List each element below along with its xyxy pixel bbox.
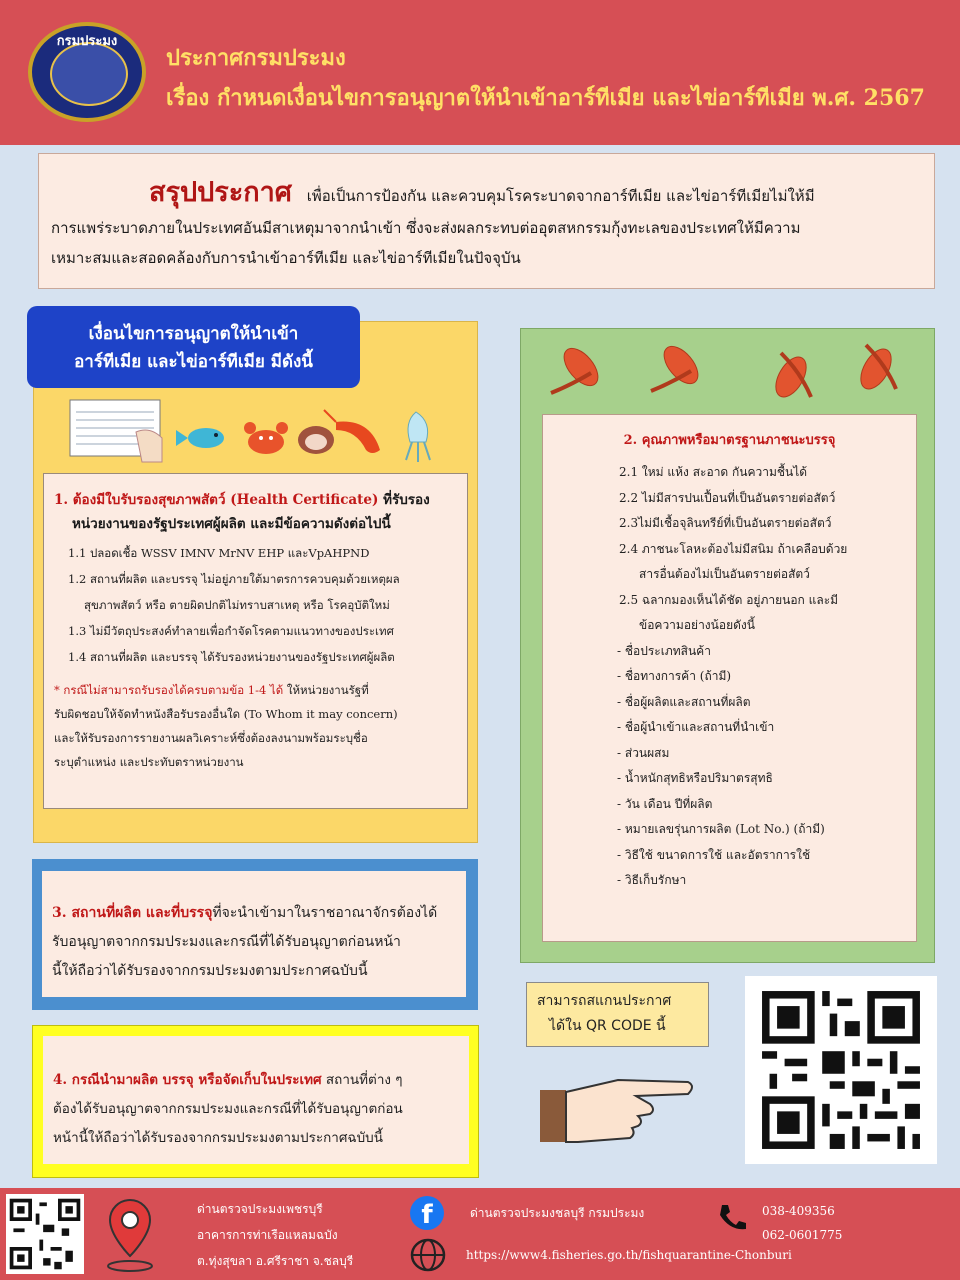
conditions-title-line-1: เงื่อนไขการอนุญาตให้นำเข้า [88, 324, 299, 344]
packaging-item-1: 2.1 ใหม่ แห้ง สะอาด กันความชื้นได้ [619, 465, 808, 479]
website-link[interactable]: https://www4.fisheries.go.th/fishquarantine-Chonburi [466, 1248, 792, 1262]
summary-box [38, 153, 935, 289]
health-certificate-heading-2: หน่วยงานของรัฐประเทศผู้ผลิต และมีข้อความดังต่อไปนี้ [72, 516, 391, 532]
scan-line-2: ได้ใน QR CODE นี้ [549, 1018, 666, 1034]
packaging-item-5: 2.5 ฉลากมองเห็นได้ชัด อยู่ภายนอก และมี [619, 592, 839, 607]
domestic-line-2: ต้องได้รับอนุญาตจากกรมประมงและกรณีที่ได้รับอนุญาตก่อน [53, 1101, 403, 1117]
premises-line-3: นี้ให้ถือว่าได้รับรองจากกรมประมงตามประกาศฉบับนี้ [52, 963, 368, 979]
announcement-subject: เรื่อง กำหนดเงื่อนไขการอนุญาตให้นำเข้าอาร์ทีเมีย และไข่อาร์ทีเมีย พ.ศ. 2567 [166, 85, 925, 111]
phone-number-2[interactable]: 062-0601775 [762, 1228, 843, 1242]
domestic-storage-box [32, 1025, 479, 1178]
condition-item-1: 1.1 ปลอดเชื้อ WSSV IMNV MrNV EHP และVpAHPND [68, 546, 370, 560]
artemia-icon-2 [651, 340, 704, 391]
premises-line-1: 3. สถานที่ผลิต และที่บรรจุที่จะนำเข้ามาในราชอาณาจักรต้องได้ [52, 905, 438, 921]
packaging-item-2: 2.2 ไม่มีสารปนเปื้อนที่เป็นอันตรายต่อสัตว์ [619, 490, 836, 505]
conditions-title-line-2: อาร์ทีเมีย และไข่อาร์ทีเมีย มีดังนี้ [74, 352, 313, 372]
packaging-box [542, 414, 917, 942]
globe-icon [410, 1238, 446, 1272]
qr-code-footer-image [6, 1194, 84, 1274]
condition-note-4: ระบุตำแหน่ง และประทับตราหน่วยงาน [54, 755, 244, 769]
artemia-illustration [521, 329, 934, 419]
document-hand-icon [70, 400, 162, 462]
label-item: - หมายเลขรุ่นการผลิต (Lot No.) (ถ้ามี) [617, 822, 825, 836]
logo-text: กรมประมง [56, 34, 118, 49]
domestic-line-1: 4. กรณีนำมาผลิต บรรจุ หรือจัดเก็บในประเทศ สถานที่ต่าง ๆ [53, 1072, 403, 1088]
shell-icon [298, 426, 334, 454]
qr-code-footer[interactable] [6, 1194, 84, 1274]
packaging-item-4: 2.4 ภาชนะโลหะต้องไม่มีสนิม ถ้าเคลือบด้วย [619, 541, 848, 556]
qr-code-main[interactable] [745, 976, 937, 1164]
department-logo [28, 22, 146, 122]
summary-text-1: เพื่อเป็นการป้องกัน และควบคุมโรคระบาดจากอาร์ทีเมีย และไข่อาร์ทีเมียไม่ให้มี [306, 187, 815, 205]
domestic-line-3: หน้านี้ให้ถือว่าได้รับรองจากกรมประมงตามประกาศฉบับนี้ [53, 1130, 383, 1146]
packaging-item-5-cont: ข้อความอย่างน้อยดังนี้ [639, 618, 755, 632]
office-address: ต.ทุ่งสุขลา อ.ศรีราชา จ.ชลบุรี [197, 1254, 354, 1268]
label-item: - วิธีเก็บรักษา [617, 873, 687, 887]
health-certificate-box [43, 473, 468, 809]
artemia-icon-4 [855, 344, 898, 394]
summary-text-2: การแพร่ระบาดภายในประเทศอันมีสาเหตุมาจากนำเข้า ซึ่งจะส่งผลกระทบต่ออุตสหกรรมกุ้งทะเลของประเทศให้มีความ [51, 219, 801, 237]
announcement-heading: ประกาศกรมประมง [166, 45, 346, 71]
label-item: - วิธีใช้ ขนาดการใช้ และอัตราการใช้ [617, 847, 811, 862]
condition-note: * กรณีไม่สามารถรับรองได้ครบตามข้อ 1-4 ได้ ให้หน่วยงานรัฐที่ [54, 683, 369, 697]
condition-item-2: 1.2 สถานที่ผลิต และบรรจุ ไม่อยู่ภายใต้มาตรการควบคุมด้วยเหตุผล [68, 572, 400, 586]
condition-item-2-cont: สุขภาพสัตว์ หรือ ตายผิดปกติไม่ทราบสาเหตุ หรือ โรคอุบัติใหม่ [84, 598, 390, 612]
condition-note-3: และให้รับรองการรายงานผลวิเคราะห์ซึ่งต้องลงนามพร้อมระบุชื่อ [54, 731, 368, 745]
phone-number-1[interactable]: 038-409356 [762, 1204, 835, 1218]
label-item: - น้ำหนักสุทธิหรือปริมาตรสุทธิ [617, 771, 773, 785]
packaging-item-4-cont: สารอื่นต้องไม่เป็นอันตรายต่อสัตว์ [639, 567, 810, 581]
label-item: - ชื่อทางการค้า (ถ้ามี) [617, 669, 732, 683]
scan-instruction [526, 982, 709, 1047]
location-pin-icon [104, 1196, 156, 1274]
facebook-page-link[interactable]: ด่านตรวจประมงชลบุรี กรมประมง [470, 1206, 645, 1220]
label-item: - ชื่อผู้ผลิตและสถานที่ผลิต [617, 694, 751, 709]
crab-icon [244, 422, 288, 454]
condition-item-4: 1.4 สถานที่ผลิต และบรรจุ ได้รับรองหน่วยงานของรัฐประเทศผู้ผลิต [68, 650, 395, 664]
office-name: ด่านตรวจประมงเพชรบุรี [197, 1202, 323, 1216]
packaging-title: 2. คุณภาพหรือมาตรฐานภาชนะบรรจุ [623, 433, 836, 448]
summary-text-3: เหมาะสมและสอดคล้องกับการนำเข้าอาร์ทีเมีย และไข่อาร์ทีเมียในปัจจุบัน [51, 249, 521, 267]
premises-line-2: รับอนุญาตจากกรมประมงและกรณีที่ได้รับอนุญาตก่อนหน้า [52, 934, 401, 950]
condition-item-3: 1.3 ไม่มีวัตถุประสงค์ทำลายเพื่อกำจัดโรคตามแนวทางของประเทศ [68, 624, 394, 638]
packaging-item-3: 2.3ไม่มีเชื้อจุลินทรีย์ที่เป็นอันตรายต่อสัตว์ [619, 516, 832, 530]
label-item: - ส่วนผสม [617, 745, 670, 760]
footer-bar [0, 1188, 960, 1280]
label-items-list [553, 639, 906, 894]
fish-icon [176, 428, 224, 448]
scan-line-1: สามารถสแกนประกาศ [537, 993, 672, 1009]
qr-code-image [745, 976, 937, 1164]
pointing-hand-icon [538, 1060, 698, 1150]
shrimp-icon [324, 410, 380, 453]
conditions-title [27, 306, 360, 388]
health-certificate-heading: 1. ต้องมีใบรับรองสุขภาพสัตว์ (Health Certificate) ที่รับรอง [54, 492, 430, 508]
artemia-icon-1 [551, 342, 604, 393]
squid-icon [406, 412, 430, 462]
label-item: - ชื่อประเภทสินค้า [617, 643, 711, 658]
artemia-icon-3 [770, 352, 813, 402]
animal-illustrations [66, 392, 466, 470]
office-building: อาคารการท่าเรือแหลมฉบัง [197, 1228, 338, 1242]
condition-note-2: รับผิดชอบให้จัดทำหนังสือรับรองอื่นใด (To Whom it may concern) [54, 707, 398, 721]
facebook-icon[interactable]: f [410, 1196, 444, 1230]
label-item: - วัน เดือน ปีที่ผลิต [617, 796, 713, 811]
label-item: - ชื่อผู้นำเข้าและสถานที่นำเข้า [617, 720, 775, 734]
phone-icon [716, 1202, 746, 1230]
premises-box [32, 859, 478, 1010]
summary-title: สรุปประกาศ [149, 177, 292, 208]
